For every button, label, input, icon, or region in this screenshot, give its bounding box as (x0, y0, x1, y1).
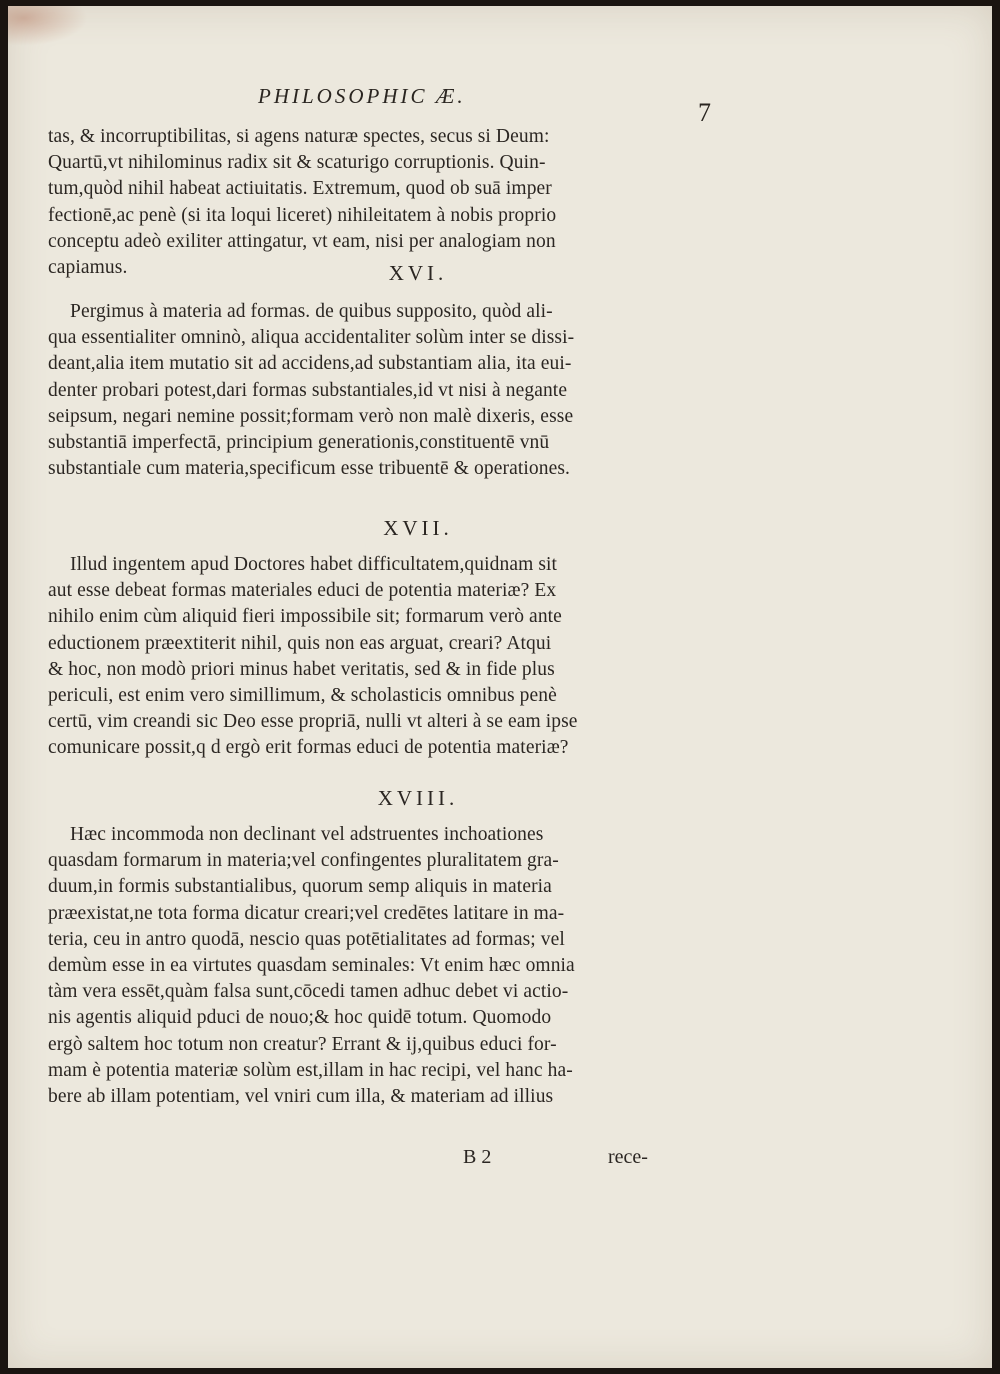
text-line: præexistat,ne tota forma dicatur creari;vel credētes latitare in ma- (48, 902, 565, 924)
text-line: teria, ceu in antro quodā, nescio quas potētialitates ad formas; vel (48, 928, 565, 950)
text-line: tas, & incorruptibilitas, si agens naturæ spectes, secus si Deum: (48, 126, 550, 147)
section-heading: XVII. (383, 516, 453, 540)
text-line: qua essentialiter omninò, aliqua accidentaliter solùm inter se dissi- (48, 327, 575, 349)
text-line: duum,in formis substantialibus, quorum semp aliquis in materia (48, 876, 552, 898)
section-heading: XVIII. (377, 786, 459, 810)
text-line: eductionem præextiterit nihil, quis non eas arguat, creari? Atqui (48, 632, 552, 654)
catchword: rece- (608, 1146, 648, 1168)
text-line: tàm vera essēt,quàm falsa sunt,cōcedi tamen adhuc debet vi actio- (48, 981, 569, 1003)
text-line: Pergimus à materia ad formas. de quibus supposito, quòd ali- (70, 301, 553, 322)
text-line: mam è potentia materiæ solùm est,illam in hac recipi, vel hanc ha- (48, 1059, 573, 1081)
text-line: aut esse debeat formas materiales educi de potentia materiæ? Ex (48, 580, 557, 602)
text-line: tum,quòd nihil habeat actiuitatis. Extremum, quod ob suā imper (48, 178, 552, 200)
text-line: Hæc incommoda non declinant vel adstruentes inchoationes (70, 824, 544, 845)
text-line: substantiā imperfectā, principium generationis,constituentē vnū (48, 432, 550, 453)
text-line: Quartū,vt nihilominus radix sit & scaturigo corruptionis. Quin- (48, 152, 546, 174)
text-line: nis agentis aliquid pduci de nouo;& hoc quidē totum. Quomodo (48, 1007, 552, 1029)
page-number: 7 (698, 98, 711, 127)
text-line: nihilo enim cùm aliquid fieri impossibile sit; formarum verò ante (48, 606, 562, 628)
running-head: PHILOSOPHIC Æ. (258, 84, 466, 108)
text-line: Illud ingentem apud Doctores habet difficultatem,quidnam sit (70, 554, 558, 575)
text-line: certū, vim creandi sic Deo esse propriā, nulli vt alteri à se eam ipse (48, 711, 578, 733)
book-page (8, 6, 992, 1368)
text-line: & hoc, non modò priori minus habet veritatis, sed & in fide plus (48, 658, 555, 680)
text-line: periculi, est enim vero simillimum, & scholasticis omnibus penè (48, 685, 557, 706)
text-line: capiamus. (48, 257, 128, 278)
text-line: substantiale cum materia,specificum esse tribuentē & operationes. (48, 458, 570, 480)
text-line: deant,alia item mutatio sit ad accidens,ad substantiam alia, ita eui- (48, 353, 572, 375)
text-line: conceptu adeò exiliter attingatur, vt eam, nisi per analogiam non (48, 230, 556, 252)
text-line: ergò saltem hoc totum non creatur? Errant & ij,quibus educi for- (48, 1033, 557, 1055)
text-line: quasdam formarum in materia;vel confingentes pluralitatem gra- (48, 850, 559, 872)
signature-mark: B 2 (463, 1146, 492, 1168)
text-line: seipsum, negari nemine possit;formam verò non malè dixeris, esse (48, 405, 574, 427)
text-line: bere ab illam potentiam, vel vniri cum illa, & materiam ad illius (48, 1086, 554, 1107)
text-line: comunicare possit,q d ergò erit formas educi de potentia materiæ? (48, 737, 569, 759)
section-heading: XVI. (388, 261, 448, 285)
text-line: denter probari potest,dari formas substantiales,id vt nisi à negante (48, 379, 568, 401)
text-line: demùm esse in ea virtutes quasdam seminales: Vt enim hæc omnia (48, 955, 575, 976)
text-line: fectionē,ac penè (si ita loqui liceret) nihileitatem à nobis proprio (48, 204, 557, 226)
page-stain (8, 6, 88, 46)
